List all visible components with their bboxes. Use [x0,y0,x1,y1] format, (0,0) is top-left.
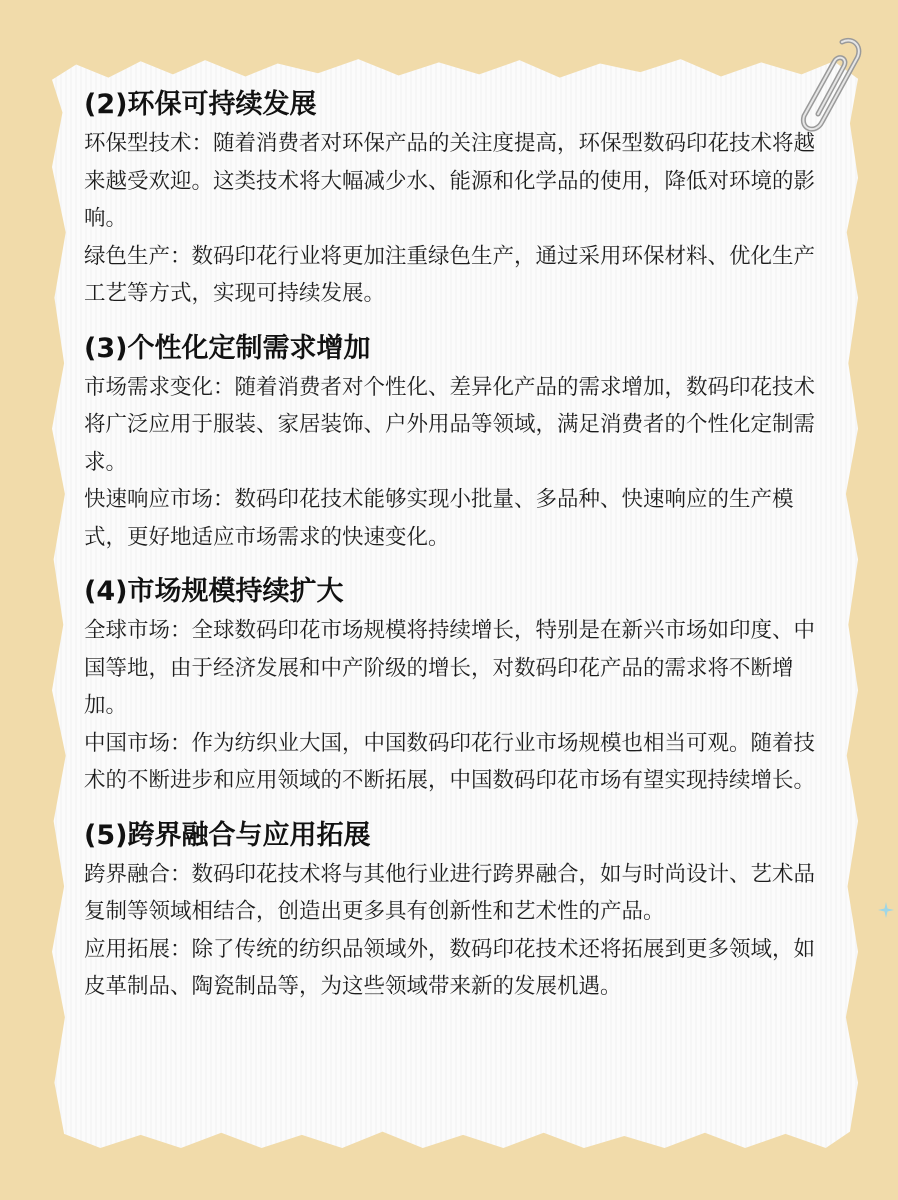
section-crossover [84,816,824,1006]
section-heading: (5)跨界融合与应用拓展 [84,819,371,851]
paragraph: 全球市场：全球数码印花市场规模将持续增长，特别是在新兴市场如印度、中国等地，由于经济发展和中产阶级的增长，对数码印花产品的需求将不断增加。 [84,618,816,718]
section-customization [84,329,824,557]
paragraph: 应用拓展：除了传统的纺织品领域外，数码印花技术还将拓展到更多领域，如皮革制品、陶瓷制品等，为这些领域带来新的发展机遇。 [84,936,816,999]
section-heading: (4)市场规模持续扩大 [84,576,344,607]
section-environment [84,85,824,313]
paragraph: 环保型技术：随着消费者对环保产品的关注度提高，环保型数码印花技术将越来越受欢迎。这类技术将大幅减少水、能源和化学品的使用，降低对环境的影响。 [84,131,816,231]
paragraph: 绿色生产：数码印花行业将更加注重绿色生产，通过采用环保材料、优化生产工艺等方式，实现可持续发展。 [84,243,816,306]
section-heading: (2)环保可持续发展 [84,89,317,120]
paragraph: 中国市场：作为纺织业大国，中国数码印花行业市场规模也相当可观。随着技术的不断进步和应用领域的不断拓展，中国数码印花市场有望实现持续增长。 [84,730,816,793]
article-content [84,80,824,1006]
sparkle-icon [878,902,894,918]
section-market-scale [84,572,824,800]
paragraph: 跨界融合：数码印花技术将与其他行业进行跨界融合，如与时尚设计、艺术品复制等领域相结合，创造出更多具有创新性和艺术性的产品。 [84,861,816,924]
section-heading: (3)个性化定制需求增加 [84,332,371,364]
paragraph: 快速响应市场：数码印花技术能够实现小批量、多品种、快速响应的生产模式，更好地适应市场需求的快速变化。 [84,487,794,550]
paragraph: 市场需求变化：随着消费者对个性化、差异化产品的需求增加，数码印花技术将广泛应用于服装、家居装饰、户外用品等领域，满足消费者的个性化定制需求。 [84,374,816,475]
